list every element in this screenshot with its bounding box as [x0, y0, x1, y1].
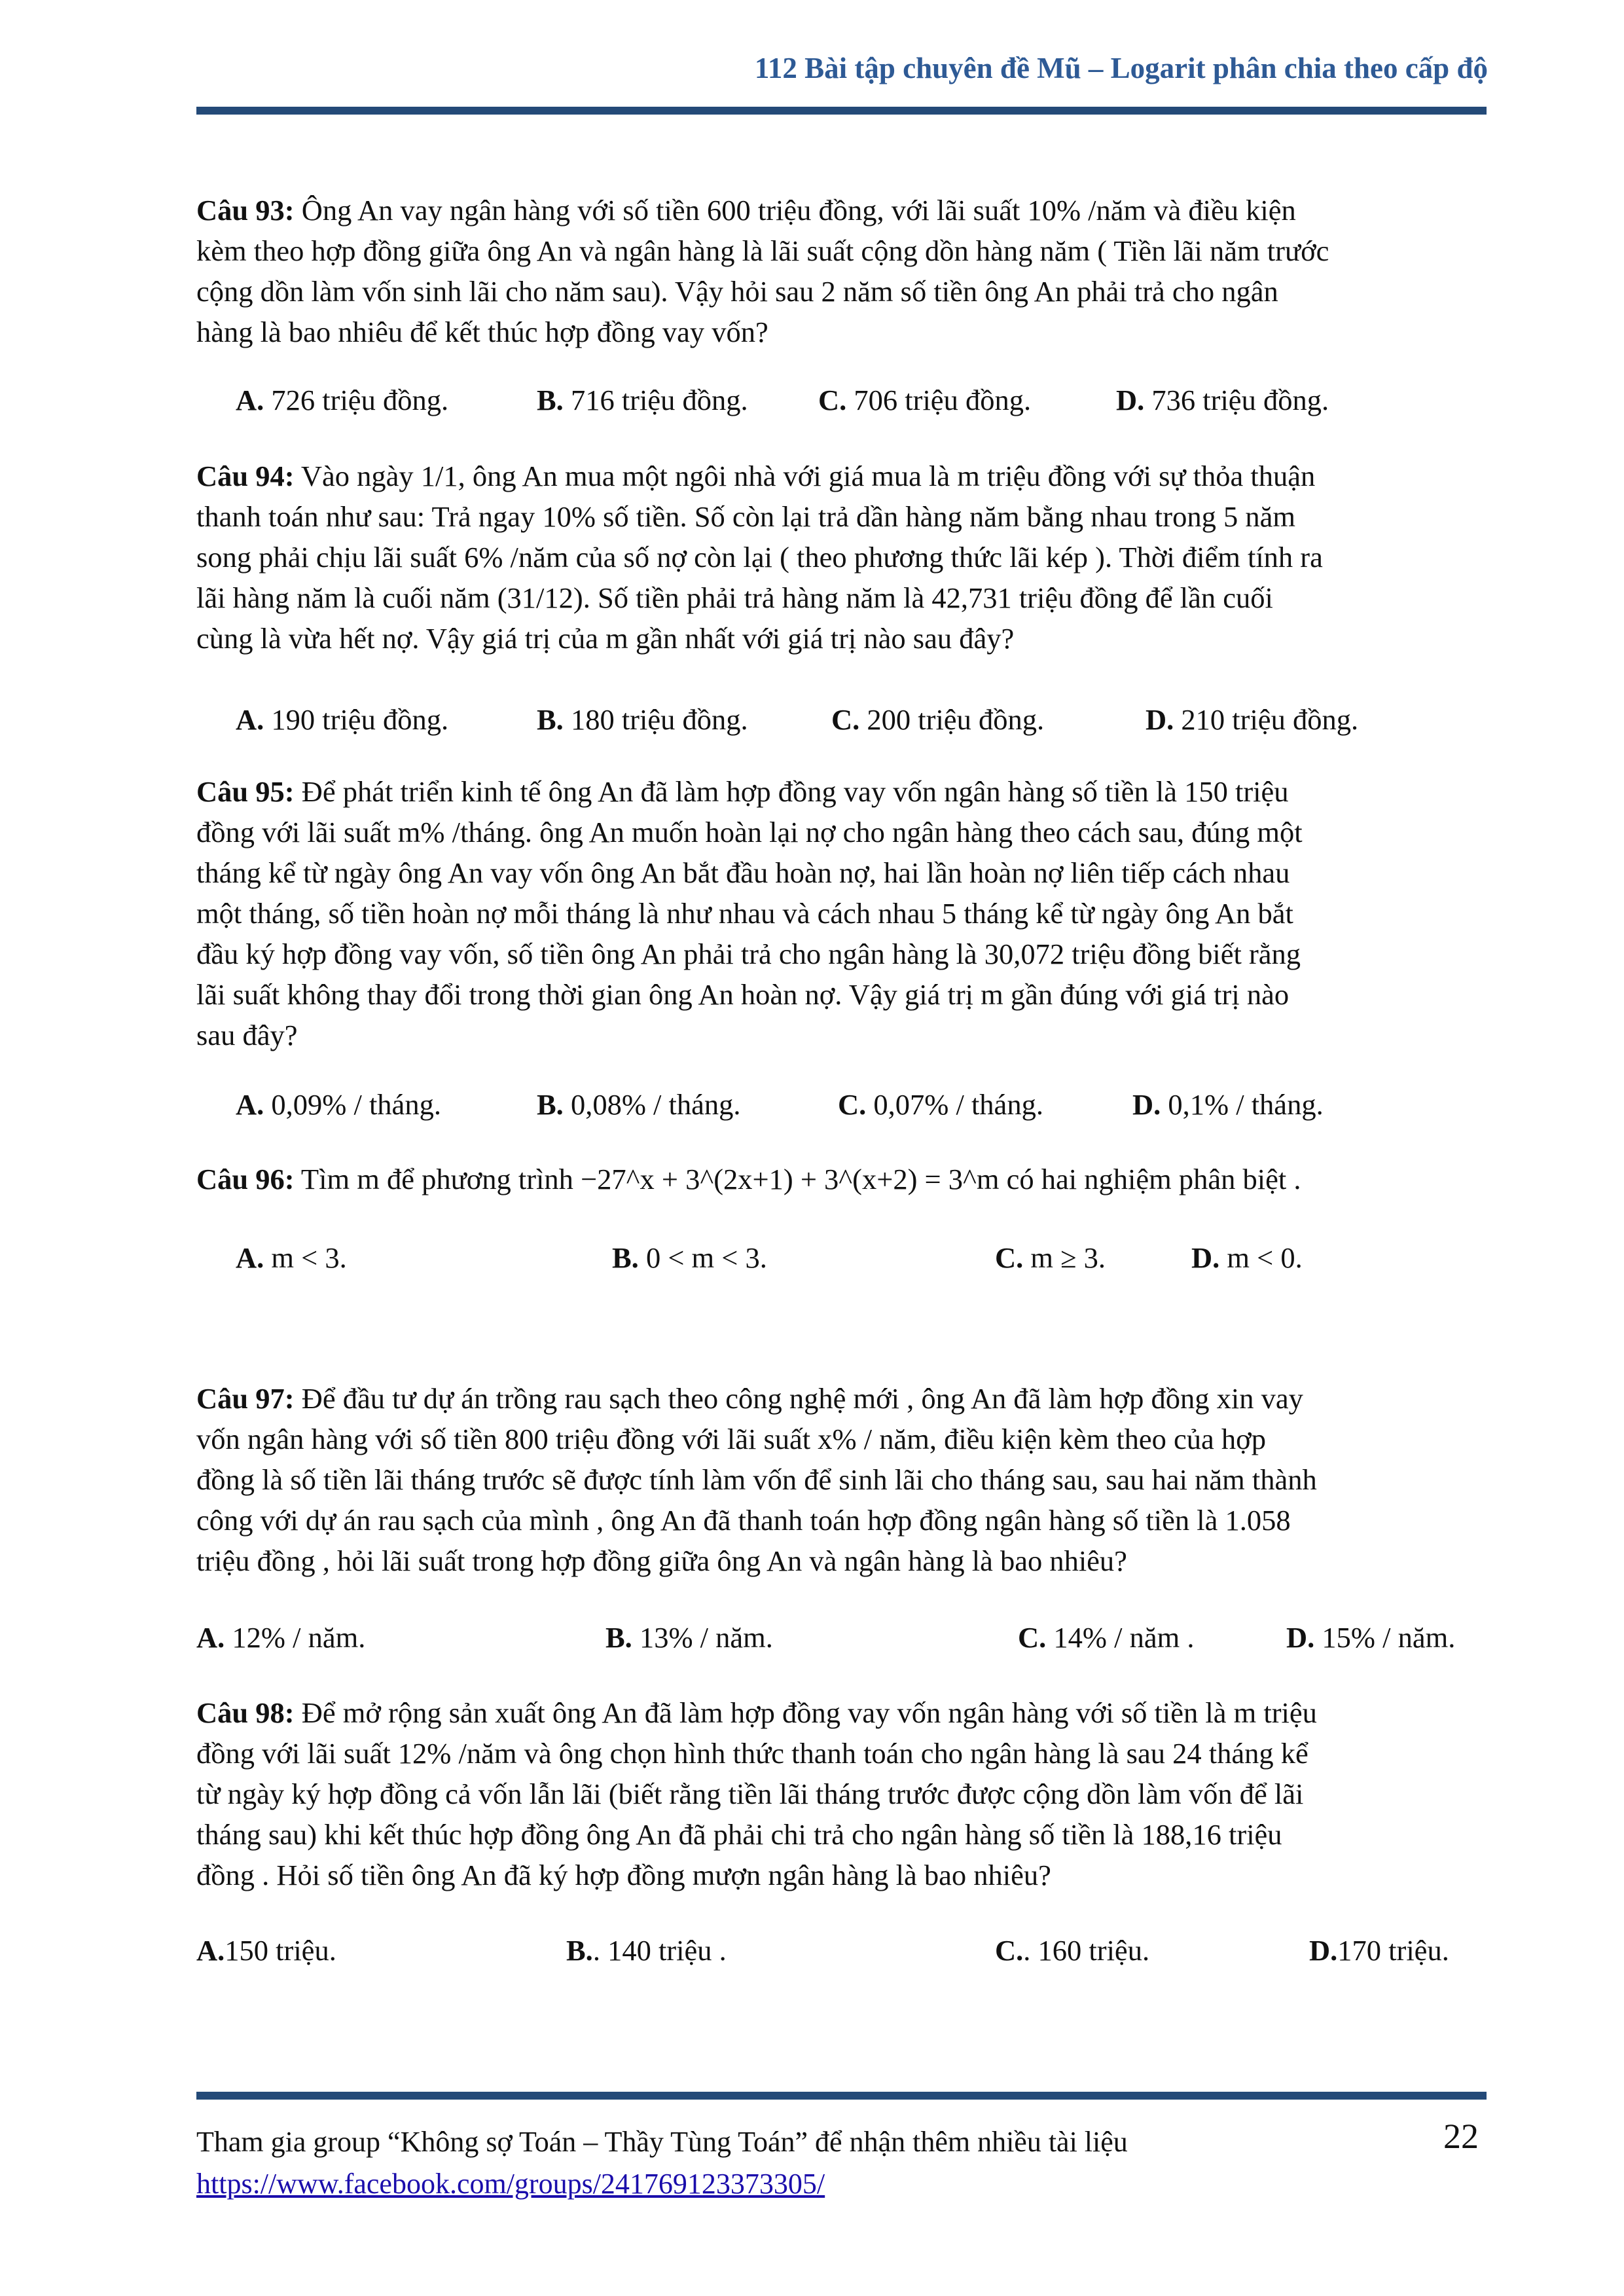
question-text-line: triệu đồng , hỏi lãi suất trong hợp đồng giữa ông An và ngân hàng là bao nhiêu?: [196, 1544, 1127, 1577]
option-b: B. 0,08% / tháng.: [537, 1088, 741, 1121]
question-label: Câu 95:: [196, 775, 295, 808]
question-text-line: Ông An vay ngân hàng với số tiền 600 triệu đồng, với lãi suất 10% /năm và điều kiện: [301, 194, 1296, 227]
option-b: B.. 140 triệu .: [566, 1934, 727, 1967]
option-c: C. m ≥ 3.: [995, 1241, 1106, 1274]
header-title: 112 Bài tập chuyên đề Mũ – Logarit phân chia theo cấp độ: [754, 52, 1488, 84]
question-label: Câu 93:: [196, 194, 295, 227]
question-text-line: song phải chịu lãi suất 6% /năm của số nợ còn lại ( theo phương thức lãi kép ). Thời điểm tính ra: [196, 541, 1323, 574]
option-d: D. 736 triệu đồng.: [1116, 384, 1329, 416]
question-text-line: tháng kể từ ngày ông An vay vốn ông An bắt đầu hoàn nợ, hai lần hoàn nợ liên tiếp cách nhau: [196, 856, 1290, 889]
question-95: [196, 771, 1479, 1055]
question-text-line: đầu ký hợp đồng vay vốn, số tiền ông An phải trả cho ngân hàng là 30,072 triệu đồng biết rằng: [196, 938, 1301, 970]
option-c: C.. 160 triệu.: [995, 1934, 1150, 1967]
header-rule: [196, 107, 1487, 115]
option-a: A. 190 triệu đồng.: [236, 703, 449, 736]
question-93: [196, 190, 1479, 352]
question-text-line: từ ngày ký hợp đồng cả vốn lẫn lãi (biết rằng tiền lãi tháng trước được cộng dồn làm vốn để lãi: [196, 1777, 1304, 1810]
question-text-line: Để phát triển kinh tế ông An đã làm hợp đồng vay vốn ngân hàng số tiền là 150 triệu: [301, 775, 1289, 808]
option-b: B. 716 triệu đồng.: [537, 384, 748, 416]
option-b: B. 180 triệu đồng.: [537, 703, 748, 736]
option-a: A. 726 triệu đồng.: [236, 384, 449, 416]
question-text-line: đồng với lãi suất m% /tháng. ông An muốn hoàn lại nợ cho ngân hàng theo cách sau, đúng một: [196, 816, 1303, 848]
question-text-line: sau đây?: [196, 1019, 298, 1051]
question-text-line: Vào ngày 1/1, ông An mua một ngôi nhà với giá mua là m triệu đồng với sự thỏa thuận: [300, 460, 1316, 492]
question-text-line: thanh toán như sau: Trả ngay 10% số tiền. Số còn lại trả dần hàng năm bằng nhau trong 5 năm: [196, 500, 1295, 533]
option-a: A. m < 3.: [236, 1241, 347, 1274]
question-text-line: Để đầu tư dự án trồng rau sạch theo công nghệ mới , ông An đã làm hợp đồng xin vay: [301, 1382, 1303, 1415]
question-text-line: hàng là bao nhiêu để kết thúc hợp đồng vay vốn?: [196, 316, 768, 348]
question-text-line: Để mở rộng sản xuất ông An đã làm hợp đồng vay vốn ngân hàng với số tiền là m triệu: [301, 1696, 1317, 1729]
question-text-line: đồng là số tiền lãi tháng trước sẽ được tính làm vốn để sinh lãi cho tháng sau, sau hai năm thành: [196, 1463, 1317, 1496]
facebook-group-link[interactable]: https://www.facebook.com/groups/241769123373305/: [196, 2168, 825, 2200]
option-c: C. 0,07% / tháng.: [838, 1088, 1043, 1121]
option-d: D.170 triệu.: [1309, 1934, 1449, 1967]
question-98: [196, 1692, 1479, 1895]
option-c: C. 14% / năm .: [1018, 1621, 1195, 1654]
option-b: B. 13% / năm.: [605, 1621, 773, 1654]
question-text-line: đồng với lãi suất 12% /năm và ông chọn hình thức thanh toán cho ngân hàng là sau 24 tháng kể: [196, 1737, 1308, 1770]
option-a: A. 12% / năm.: [196, 1621, 366, 1654]
question-97: [196, 1378, 1479, 1581]
question-text-line: kèm theo hợp đồng giữa ông An và ngân hàng là lãi suất cộng dồn hàng năm ( Tiền lãi năm trước: [196, 234, 1329, 267]
question-text-line: công với dự án rau sạch của mình , ông An đã thanh toán hợp đồng ngân hàng số tiền là 1.058: [196, 1504, 1291, 1537]
question-text-line: vốn ngân hàng với số tiền 800 triệu đồng với lãi suất x% / năm, điều kiện kèm theo của hợp: [196, 1423, 1266, 1455]
option-d: D. m < 0.: [1191, 1241, 1303, 1274]
footer-rule: [196, 2092, 1487, 2100]
option-d: D. 15% / năm.: [1286, 1621, 1456, 1654]
question-text-line: cộng dồn làm vốn sinh lãi cho năm sau). Vậy hỏi sau 2 năm số tiền ông An phải trả cho ngân: [196, 275, 1278, 308]
option-a: A. 0,09% / tháng.: [236, 1088, 441, 1121]
option-c: C. 200 triệu đồng.: [831, 703, 1045, 736]
question-text-line: một tháng, số tiền hoàn nợ mỗi tháng là như nhau và cách nhau 5 tháng kể từ ngày ông An bắt: [196, 897, 1293, 930]
question-text-line: lãi hàng năm là cuối năm (31/12). Số tiền phải trả hàng năm là 42,731 triệu đồng để lần cuối: [196, 581, 1273, 614]
option-d: D. 210 triệu đồng.: [1146, 703, 1359, 736]
option-c: C. 706 triệu đồng.: [818, 384, 1032, 416]
option-a: A.150 triệu.: [196, 1934, 336, 1967]
question-text-line: tháng sau) khi kết thúc hợp đồng ông An đã phải chi trả cho ngân hàng số tiền là 188,16 triệu: [196, 1818, 1282, 1851]
question-94: [196, 456, 1479, 659]
question-label: Câu 98:: [196, 1696, 295, 1729]
question-text-line: đồng . Hỏi số tiền ông An đã ký hợp đồng mượn ngân hàng là bao nhiêu?: [196, 1859, 1051, 1891]
option-d: D. 0,1% / tháng.: [1132, 1088, 1324, 1121]
question-text-line: lãi suất không thay đổi trong thời gian ông An hoàn nợ. Vậy giá trị m gần đúng với giá trị nào: [196, 978, 1290, 1011]
question-text-line: cùng là vừa hết nợ. Vậy giá trị của m gần nhất với giá trị nào sau đây?: [196, 622, 1015, 655]
question-text-line: Tìm m để phương trình −27^x + 3^(2x+1) + 3^(x+2) = 3^m có hai nghiệm phân biệt .: [300, 1163, 1301, 1195]
page-number: 22: [1443, 2117, 1479, 2156]
option-b: B. 0 < m < 3.: [612, 1241, 767, 1274]
question-label: Câu 97:: [196, 1382, 295, 1415]
footer-text: Tham gia group “Không sợ Toán – Thầy Tùng Toán” để nhận thêm nhiều tài liệu: [196, 2126, 1128, 2158]
question-96: [196, 1159, 1479, 1199]
question-label: Câu 96:: [196, 1163, 295, 1195]
question-label: Câu 94:: [196, 460, 295, 492]
